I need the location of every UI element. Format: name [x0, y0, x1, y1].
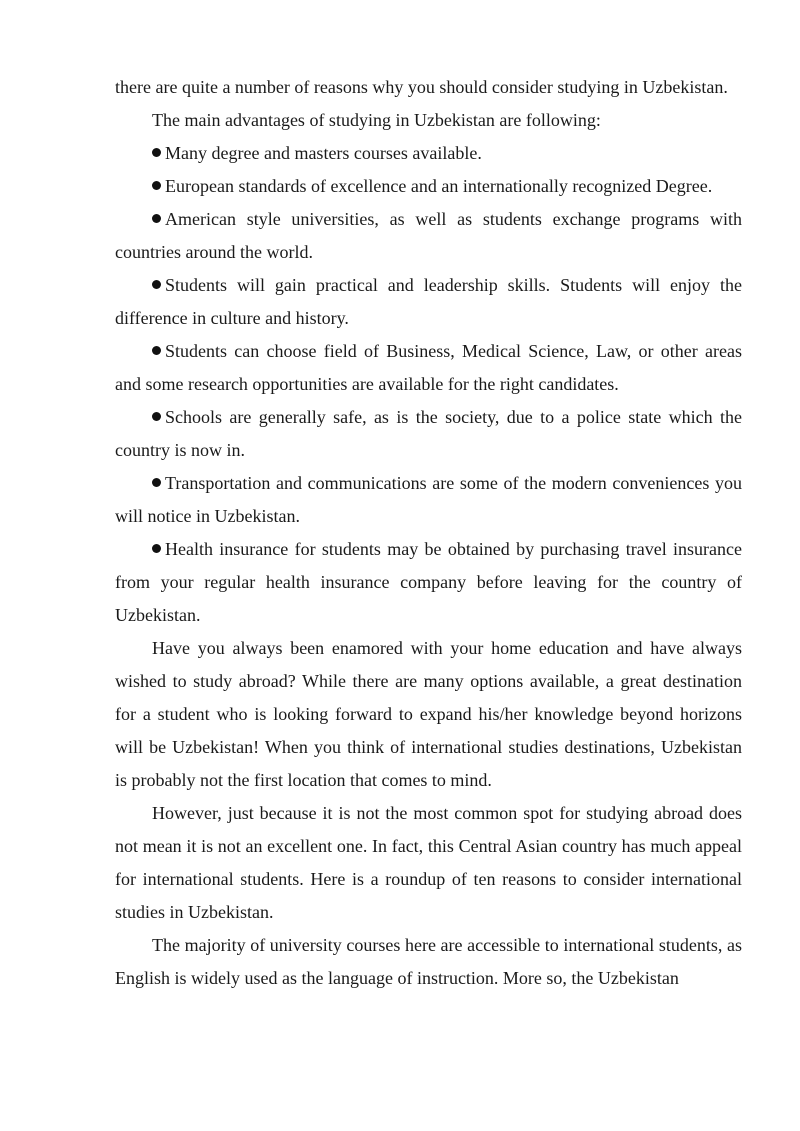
advantage-text: Students can choose field of Business, Medical Science, Law, or other areas and some research opportunities are available for the right candidates. — [115, 341, 742, 394]
advantage-item — [115, 401, 742, 467]
advantages-intro: The main advantages of studying in Uzbekistan are following: — [152, 110, 601, 130]
bullet-icon — [152, 214, 161, 223]
advantage-text: Students will gain practical and leadership skills. Students will enjoy the difference in culture and history. — [115, 275, 742, 328]
advantage-text: Transportation and communications are some of the modern conveniences you will notice in Uzbekistan. — [115, 473, 742, 526]
bullet-icon — [152, 346, 161, 355]
opening-paragraph: there are quite a number of reasons why you should consider studying in Uzbekistan. — [115, 77, 728, 97]
advantage-item — [115, 467, 742, 533]
advantage-text: Many degree and masters courses available. — [165, 143, 482, 163]
advantage-text: Health insurance for students may be obtained by purchasing travel insurance from your regular health insurance company before leaving for the country of Uzbekistan. — [115, 539, 742, 625]
advantage-item — [115, 137, 742, 170]
majority-paragraph: The majority of university courses here are accessible to international students, as English is widely used as the language of instruction. More so, the Uzbekistan — [115, 935, 742, 988]
advantage-item — [115, 170, 742, 203]
however-paragraph: However, just because it is not the most common spot for studying abroad does not mean it is not an excellent one. In fact, this Central Asian country has much appeal for international students. Here is a roundup of ten reasons to consider international studies in Uzbekistan. — [115, 803, 742, 922]
bullet-icon — [152, 280, 161, 289]
bullet-icon — [152, 478, 161, 487]
advantage-text: Schools are generally safe, as is the society, due to a police state which the country is now in. — [115, 407, 742, 460]
advantage-text: American style universities, as well as students exchange programs with countries around the world. — [115, 209, 742, 262]
advantage-item — [115, 533, 742, 632]
home-education-paragraph: Have you always been enamored with your home education and have always wished to study abroad? While there are many options available, a great destination for a student who is looking forward to expand his/her knowledge beyond horizons will be Uzbekistan! When you think of international studies destinations, Uzbekistan is probably not the first location that comes to mind. — [115, 638, 742, 790]
bullet-icon — [152, 412, 161, 421]
advantage-item — [115, 335, 742, 401]
bullet-icon — [152, 544, 161, 553]
bullet-icon — [152, 148, 161, 157]
advantage-text: European standards of excellence and an internationally recognized Degree. — [165, 176, 713, 196]
document-page — [115, 71, 742, 995]
advantage-item — [115, 203, 742, 269]
advantage-item — [115, 269, 742, 335]
bullet-icon — [152, 181, 161, 190]
